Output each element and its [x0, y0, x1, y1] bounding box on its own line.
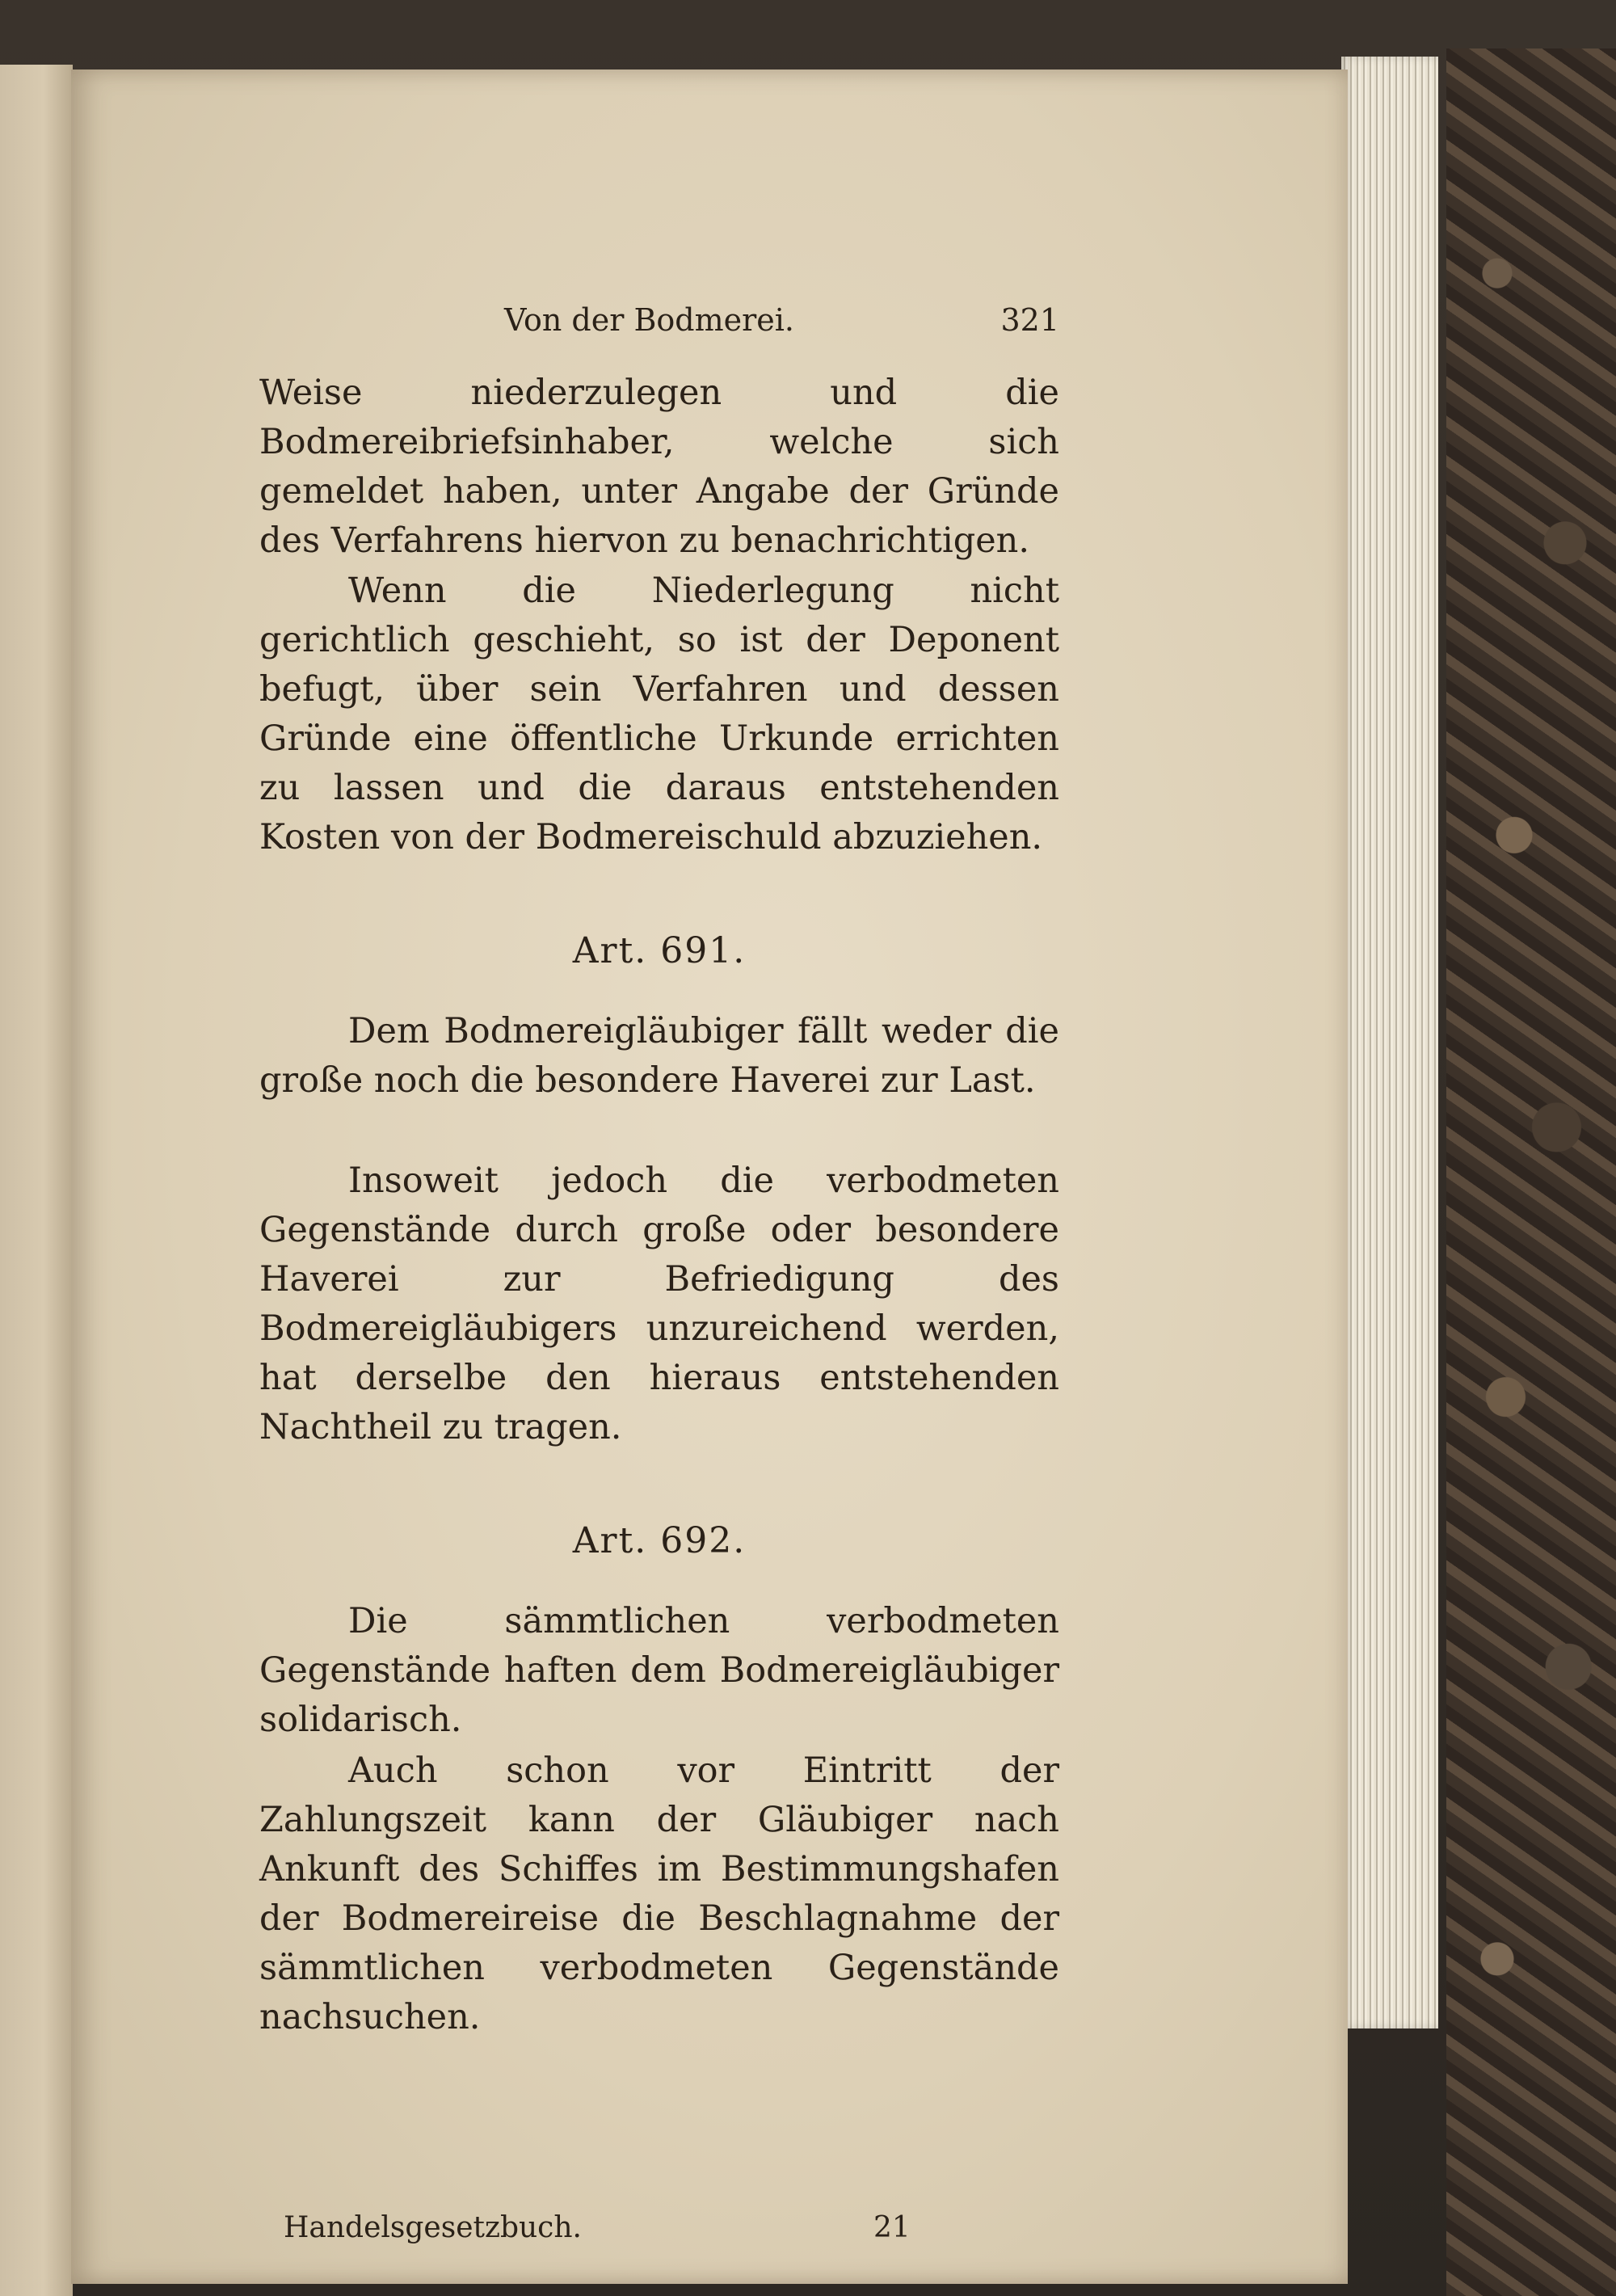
paragraph-deponent: Wenn die Niederlegung nicht gerichtlich geschieht, so ist der Deponent befugt, über sein Verfahren und dessen Gründe eine öffentliche Urkunde errichten zu lassen und die daraus entstehenden Kosten von der Bodmereischuld abzuziehen.: [259, 571, 1059, 857]
page-footer: [284, 2211, 1059, 2252]
page-stack-edges: [1341, 57, 1438, 2028]
signature-number: 21: [873, 2211, 911, 2244]
article-heading-692: Art. 692.: [572, 1520, 747, 1561]
running-header: [259, 302, 1059, 351]
paragraph-continuation: Weise niederzulegen und die Bodmereibriefsinhaber, welche sich gemeldet haben, unter Angabe der Gründe des Verfahrens hiervon zu benachrichtigen.: [259, 373, 1059, 561]
paragraph-art-691-1: Dem Bodmereigläubiger fällt weder die große noch die besondere Haverei zur Last.: [259, 1011, 1059, 1101]
article-heading-691: Art. 691.: [572, 930, 747, 971]
paragraph-art-692-1: Die sämmtlichen verbodmeten Gegenstände haften dem Bodmereigläubiger solidarisch.: [259, 1601, 1059, 1740]
running-title: Von der Bodmerei.: [504, 302, 794, 338]
signature-title: Handelsgesetzbuch.: [284, 2211, 582, 2244]
page-number: 321: [1000, 302, 1059, 338]
paragraph-art-691-2: Insoweit jedoch die verbodmeten Gegenstände durch große oder besondere Haverei zur Befriedigung des Bodmereigläubigers unzureichend werden, hat derselbe den hieraus entstehenden Nachtheil zu tragen.: [259, 1161, 1059, 1447]
marbled-cover-board: [1446, 48, 1616, 2296]
previous-page-edge: [0, 65, 73, 2296]
paragraph-art-692-2: Auch schon vor Eintritt der Zahlungszeit kann der Gläubiger nach Ankunft des Schiffes im Bestimmungshafen der Bodmereireise die Beschlagnahme der sämmtlichen verbodmeten Gegenstände nachsuchen.: [259, 1750, 1059, 2037]
book-page: [71, 70, 1348, 2284]
